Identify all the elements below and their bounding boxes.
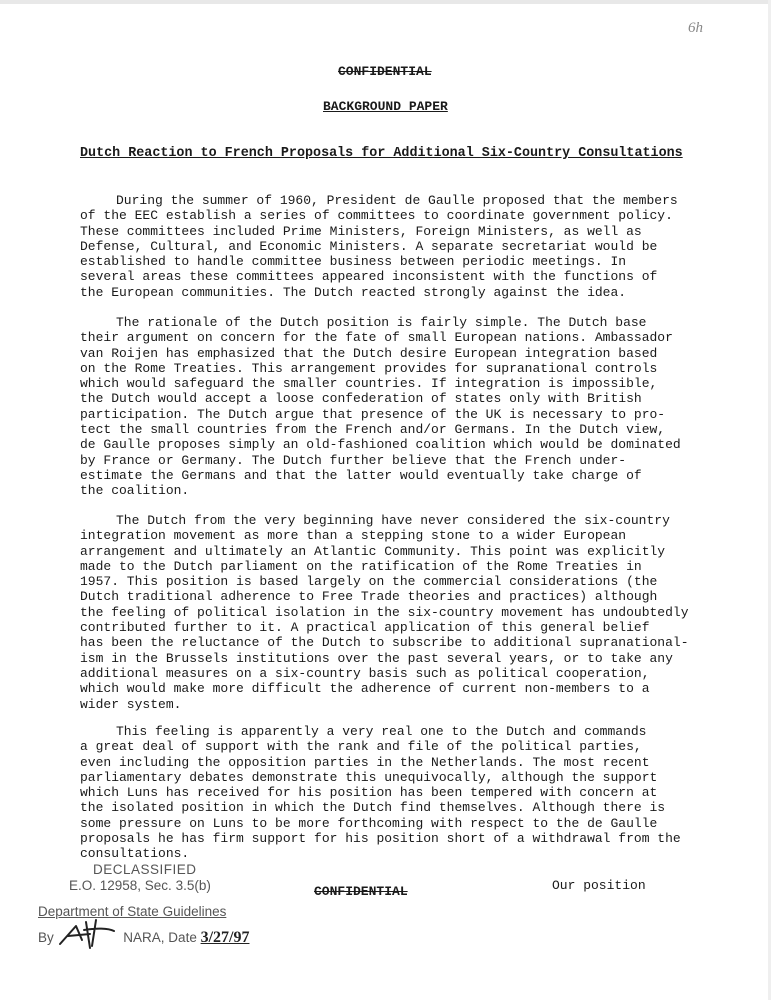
classification-marking-top: CONFIDENTIAL bbox=[338, 64, 432, 79]
continuation-text: Our position bbox=[552, 878, 646, 893]
text-line: the Dutch would accept a loose confederation of states only with British bbox=[80, 391, 642, 407]
text-line: some pressure on Luns to be more forthcoming with respect to the de Gaulle bbox=[80, 815, 658, 831]
text-line: which would safeguard the smaller countries. If integration is impossible, bbox=[80, 376, 658, 392]
text-line: The rationale of the Dutch position is fairly simple. The Dutch base bbox=[116, 315, 647, 330]
text-line: their argument on concern for the fate of small European nations. Ambassador bbox=[80, 330, 673, 346]
declassified-guidelines-line: Department of State Guidelines bbox=[38, 904, 227, 919]
text-line: 1957. This position is based largely on the commercial considerations (the bbox=[80, 574, 658, 590]
document-title: Dutch Reaction to French Proposals for Additional Six-Country Consultations bbox=[80, 146, 683, 161]
text-line: wider system. bbox=[80, 696, 182, 712]
text-line: established to handle committee business between periodic meetings. In bbox=[80, 254, 627, 270]
text-line: the European communities. The Dutch reacted strongly against the idea. bbox=[80, 284, 627, 300]
text-line: parliamentary debates demonstrate this unequivocally, although the support bbox=[80, 769, 658, 785]
text-line: even including the opposition parties in the Netherlands. The most recent bbox=[80, 754, 650, 770]
text-line: of the EEC establish a series of committees to coordinate government policy. bbox=[80, 208, 673, 224]
text-line: contributed further to it. A practical application of this general belief bbox=[80, 620, 650, 636]
text-line: Dutch traditional adherence to Free Trade theories and practices) although bbox=[80, 589, 658, 605]
paragraph-1 bbox=[80, 193, 678, 300]
text-line: de Gaulle proposes simply an old-fashioned coalition which would be dominated bbox=[80, 437, 681, 453]
declassified-authority-line: E.O. 12958, Sec. 3.5(b) bbox=[69, 878, 211, 893]
text-line: made to the Dutch parliament on the ratification of the Rome Treaties in bbox=[80, 558, 642, 574]
text-line: the coalition. bbox=[80, 483, 190, 499]
text-line: Defense, Cultural, and Economic Ministers. A separate secretariat would be bbox=[80, 238, 658, 254]
declassified-stamp-line: DECLASSIFIED bbox=[93, 862, 197, 877]
text-line: the isolated position in which the Dutch find themselves. Although there is bbox=[80, 800, 666, 816]
scan-edge-top bbox=[0, 0, 771, 4]
text-line: These committees included Prime Ministers, Foreign Ministers, as well as bbox=[80, 223, 642, 239]
by-label: By bbox=[38, 930, 54, 945]
text-line: participation. The Dutch argue that presence of the UK is necessary to pro- bbox=[80, 406, 666, 422]
text-line: on the Rome Treaties. This arrangement provides for supranational controls bbox=[80, 360, 658, 376]
text-line: the feeling of political isolation in the six-country movement has undoubtedly bbox=[80, 604, 689, 620]
nara-date-label: NARA, Date bbox=[123, 930, 197, 945]
text-line: a great deal of support with the rank and file of the political parties, bbox=[80, 739, 642, 755]
paragraph-4 bbox=[80, 724, 681, 862]
text-line: This feeling is apparently a very real one to the Dutch and commands bbox=[116, 724, 647, 739]
text-line: by France or Germany. The Dutch further believe that the French under- bbox=[80, 452, 627, 468]
text-line: The Dutch from the very beginning have never considered the six-country bbox=[116, 513, 670, 528]
paragraph-2 bbox=[80, 315, 681, 499]
text-line: which Luns has received for his position has been tempered with concern at bbox=[80, 785, 658, 801]
text-line: estimate the Germans and that the latter would eventually take charge of bbox=[80, 467, 642, 483]
text-line: integration movement as more than a stepping stone to a wider European bbox=[80, 528, 627, 544]
text-line: several areas these committees appeared inconsistent with the functions of bbox=[80, 269, 658, 285]
text-line: During the summer of 1960, President de Gaulle proposed that the members bbox=[116, 193, 678, 208]
text-line: consultations. bbox=[80, 846, 190, 862]
classification-marking-bottom: CONFIDENTIAL bbox=[314, 884, 408, 899]
declassification-date: 3/27/97 bbox=[200, 929, 250, 946]
text-line: tect the small countries from the French and/or Germans. In the Dutch view, bbox=[80, 422, 666, 438]
text-line: additional measures on a six-country basis such as political cooperation, bbox=[80, 665, 650, 681]
text-line: proposals he has firm support for his position short of a withdrawal from the bbox=[80, 831, 681, 847]
text-line: has been the reluctance of the Dutch to subscribe to additional supranational- bbox=[80, 635, 689, 651]
paragraph-3 bbox=[80, 513, 689, 712]
handwritten-initials-signature bbox=[56, 918, 116, 950]
text-line: ism in the Brussels institutions over the past several years, or to take any bbox=[80, 650, 673, 666]
text-line: which would make more difficult the adherence of current non-members to a bbox=[80, 681, 650, 697]
handwritten-page-number: 6h bbox=[688, 20, 703, 36]
text-line: arrangement and ultimately an Atlantic Community. This point was explicitly bbox=[80, 543, 666, 559]
text-line: van Roijen has emphasized that the Dutch desire European integration based bbox=[80, 345, 658, 361]
document-header: BACKGROUND PAPER bbox=[323, 99, 448, 114]
